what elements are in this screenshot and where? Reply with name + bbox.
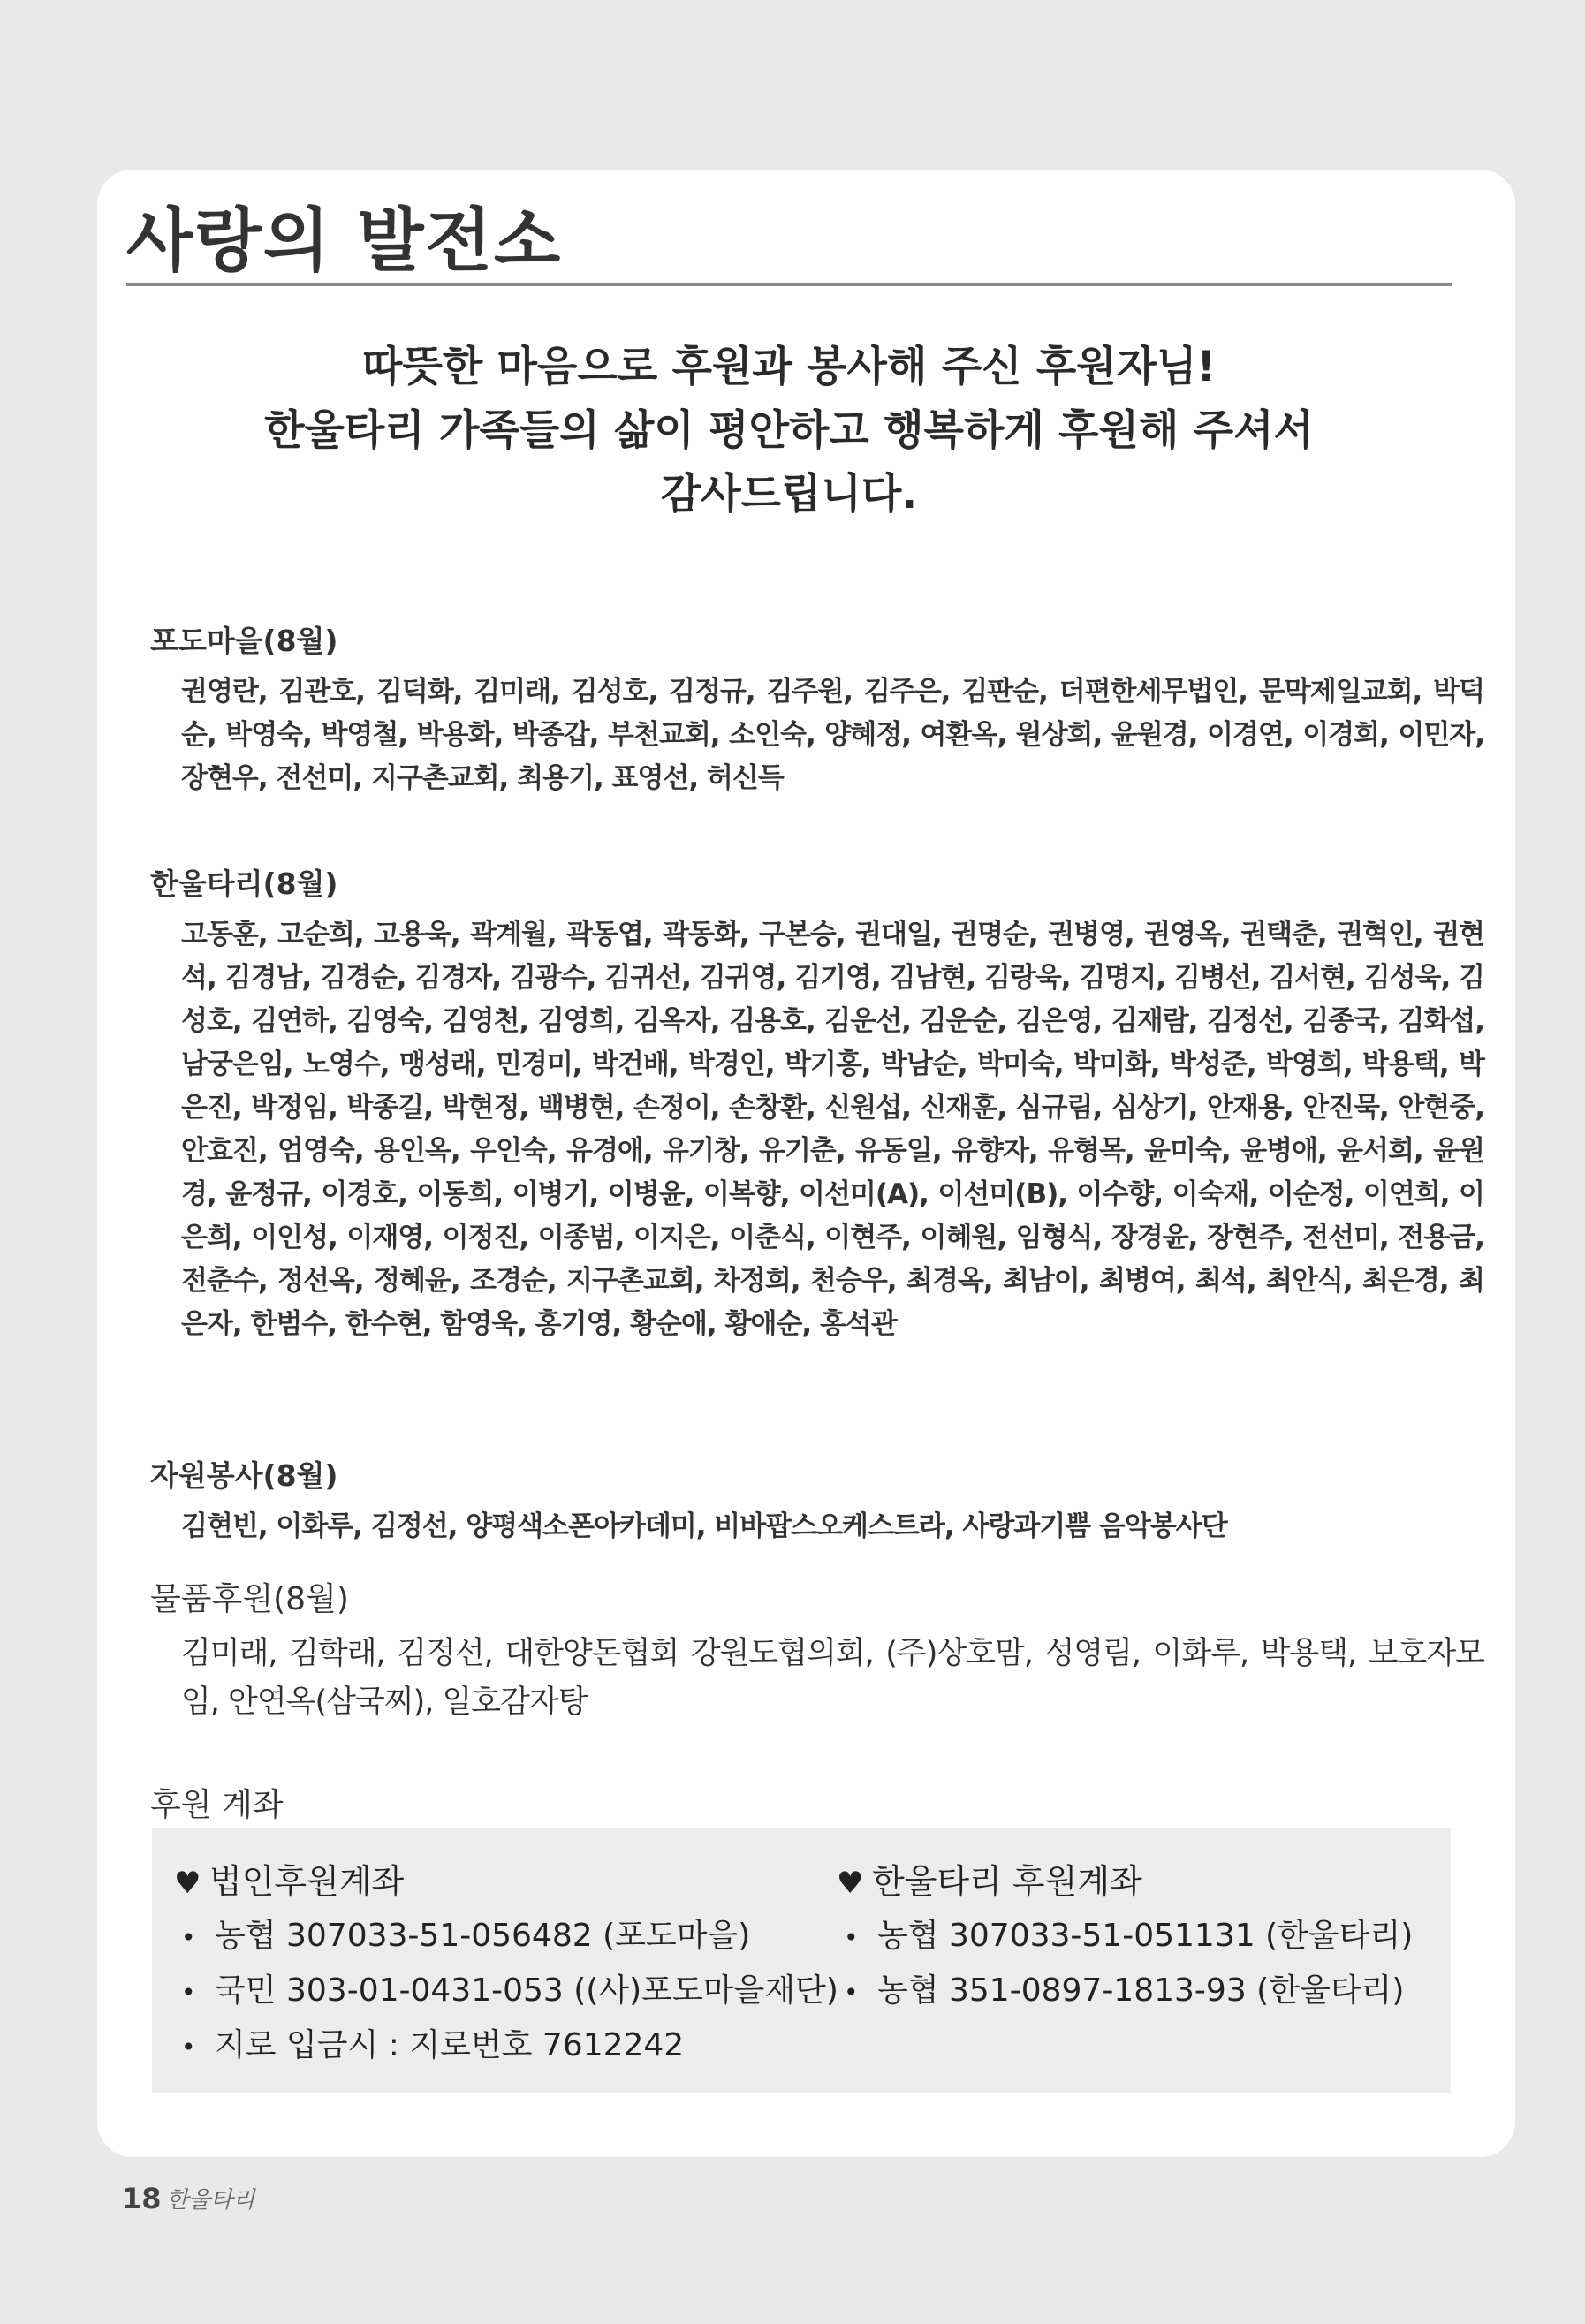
title-divider bbox=[126, 283, 1452, 286]
magazine-logo: 한울타리 bbox=[166, 2187, 255, 2214]
intro-line-2: 한울타리 가족들의 삶이 평안하고 행복하게 후원해 주셔서 bbox=[264, 406, 1314, 455]
hanul-accounts-heading bbox=[837, 1855, 1413, 1910]
hanul-accounts-label: 한울타리 후원계좌 bbox=[872, 1862, 1142, 1901]
account-text: 지로 입금시 : 지로번호 7612242 bbox=[215, 2027, 685, 2063]
hanul-accounts bbox=[837, 1855, 1413, 2019]
intro-line-3: 감사드립니다. bbox=[660, 470, 918, 519]
heart-icon: ♥ bbox=[174, 1866, 201, 1901]
account-item bbox=[837, 1964, 1413, 2019]
section-goods bbox=[150, 1574, 1484, 1727]
account-text: 농협 307033-51-056482 (포도마을) bbox=[215, 1918, 751, 1954]
donor-list-hanul: 고동훈, 고순희, 고용욱, 곽계월, 곽동엽, 곽동화, 구본승, 권대일, 권명순, 권병영, 권영옥, 권택춘, 권혁인, 권현석, 김경남, 김경순, 김경자, 김광수, 김귀선, 김귀영, 김기영, 김남현, 김랑욱, 김명지, 김병선, 김서현, 김성욱, 김성호, 김연하, 김영숙, 김영천, 김영희, 김옥자, 김용호, 김운선, 김운순, 김은영, 김재람, 김정선, 김종국, 김화섭, 남궁은임, 노영수, 맹성래, 민경미, 박건배, 박경인, 박기홍, 박남순, 박미숙, 박미화, 박성준, 박영희, 박용택, 박은진, 박정임, 박종길, 박현정, 백병현, 손정이, 손창환, 신원섭, 신재훈, 심규림, 심상기, 안재용, 안진묵, 안현중, 안효진, 엄영숙, 용인옥, 우인숙, 유경애, 유기창, 유기춘, 유동일, 유향자, 유형목, 윤미숙, 윤병애, 윤서희, 윤원경, 윤정규, 이경호, 이동희, 이병기, 이병윤, 이복향, 이선미(A), 이선미(B), 이수향, 이숙재, 이순정, 이연희, 이은희, 이인성, 이재영, 이정진, 이종범, 이지은, 이춘식, 이현주, 이혜원, 임형식, 장경윤, 장현주, 전선미, 전용금, 전춘수, 정선옥, 정혜윤, 조경순, 지구촌교회, 차정희, 천승우, 최경옥, 최남이, 최병여, 최석, 최안식, 최은경, 최은자, 한범수, 한수현, 함영욱, 홍기영, 황순애, 황애순, 홍석관 bbox=[181, 919, 1484, 1340]
account-text: 국민 303-01-0431-053 ((사)포도마을재단) bbox=[215, 1972, 838, 2009]
account-item bbox=[174, 1910, 838, 1964]
bullet-icon: • bbox=[844, 1923, 859, 1952]
donor-list-podo: 권영란, 김관호, 김덕화, 김미래, 김성호, 김정규, 김주원, 김주은, 김판순, 더편한세무법인, 문막제일교회, 박덕순, 박영숙, 박영철, 박용화, 박종갑, 부천교회, 소인숙, 양혜정, 여환옥, 원상희, 윤원경, 이경연, 이경희, 이민자, 장현우, 전선미, 지구촌교회, 최용기, 표영선, 허신득 bbox=[181, 676, 1484, 794]
section-hanul bbox=[150, 861, 1484, 1346]
bullet-icon: • bbox=[181, 2033, 196, 2062]
section-title-volunteer: 자원봉사(8월) bbox=[150, 1458, 338, 1493]
corporate-accounts-heading bbox=[174, 1855, 838, 1910]
intro-message bbox=[126, 336, 1452, 526]
section-title-podo: 포도마을(8월) bbox=[150, 624, 338, 658]
account-info-box bbox=[152, 1828, 1451, 2093]
section-title-hanul: 한울타리(8월) bbox=[150, 867, 338, 901]
corporate-accounts bbox=[174, 1855, 838, 2074]
section-title-goods: 물품후원(8월) bbox=[150, 1581, 349, 1617]
account-item bbox=[174, 1964, 838, 2019]
bullet-icon: • bbox=[181, 1978, 196, 2007]
account-item bbox=[837, 1910, 1413, 1964]
bullet-icon: • bbox=[181, 1923, 196, 1952]
section-podo bbox=[150, 618, 1484, 800]
accounts-title: 후원 계좌 bbox=[150, 1787, 284, 1823]
account-text: 농협 307033-51-051131 (한울타리) bbox=[877, 1918, 1414, 1954]
bullet-icon: • bbox=[844, 1978, 859, 2007]
section-volunteer bbox=[150, 1453, 1484, 1548]
page-title: 사랑의 발전소 bbox=[126, 201, 563, 281]
account-text: 농협 351-0897-1813-93 (한울타리) bbox=[877, 1972, 1405, 2009]
goods-donor-list: 김미래, 김학래, 김정선, 대한양돈협회 강원도협의회, (주)상호맘, 성영림, 이화루, 박용택, 보호자모임, 안연옥(삼국찌), 일호감자탕 bbox=[181, 1636, 1484, 1720]
account-item bbox=[174, 2019, 838, 2074]
heart-icon: ♥ bbox=[837, 1866, 864, 1901]
intro-line-1: 따뜻한 마음으로 후원과 봉사해 주신 후원자님! bbox=[362, 343, 1216, 391]
volunteer-list: 김현빈, 이화루, 김정선, 양평색소폰아카데미, 비바팝스오케스트라, 사랑과기쁨 음악봉사단 bbox=[181, 1510, 1227, 1542]
page-number: 18 bbox=[122, 2182, 162, 2215]
corporate-accounts-label: 법인후원계좌 bbox=[209, 1862, 405, 1901]
